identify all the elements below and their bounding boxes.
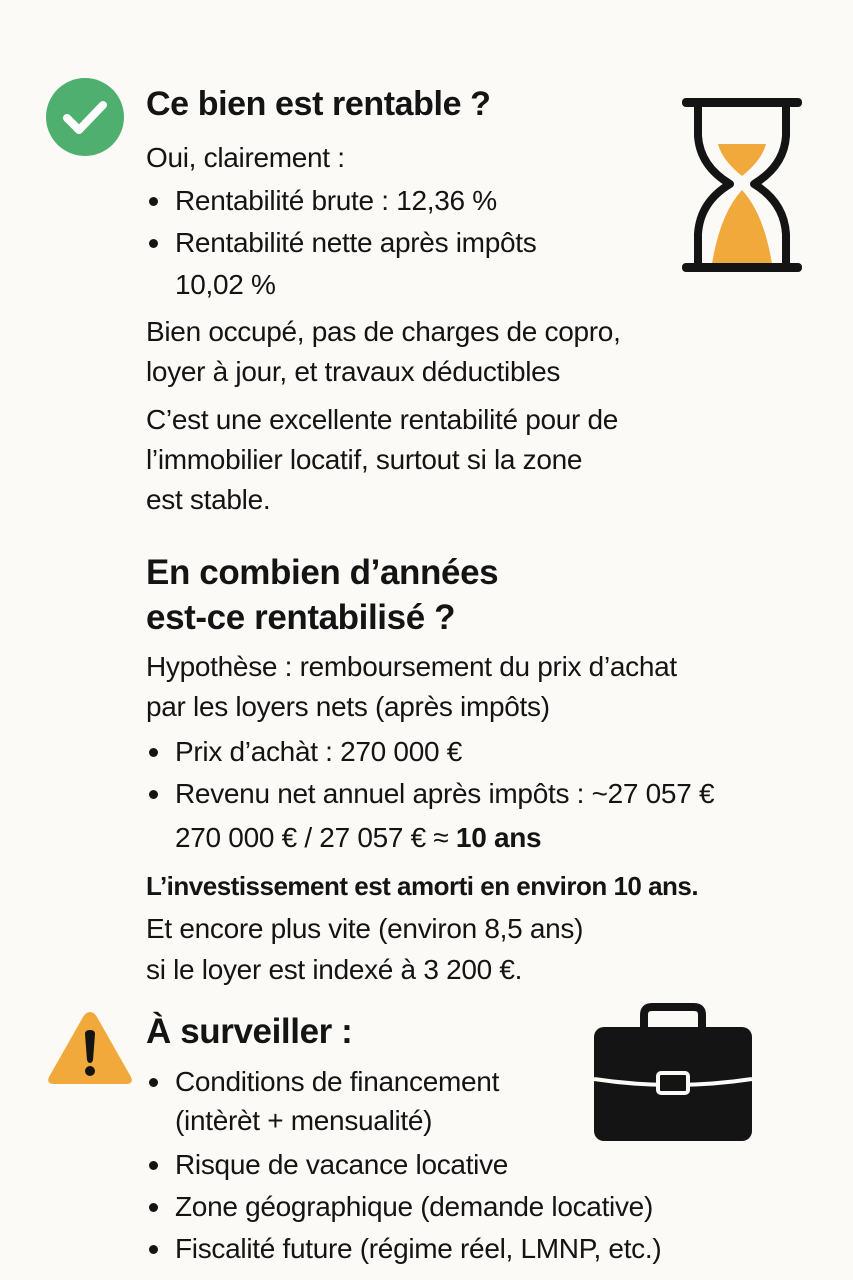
- calculation-text: 270 000 € / 27 057 € ≈: [175, 822, 456, 853]
- bullet2-value: 10,02 %: [175, 269, 276, 300]
- section3-title: À surveiller :: [146, 1012, 353, 1051]
- warning-icon: [45, 1006, 135, 1088]
- para2-line1: C’est une excellente rentabilité pour de: [146, 404, 619, 435]
- hypothesis-line1: Hypothèse : remboursement du prix d’achat: [146, 651, 677, 682]
- bullet-dot: [149, 790, 158, 799]
- check-circle-icon: [45, 77, 125, 157]
- para2-line3: est stable.: [146, 484, 271, 515]
- bullet-dot: [149, 239, 158, 248]
- list-item-text: Conditions de financement: [175, 1066, 500, 1097]
- bullet1-continuation: (intèrèt + mensualité): [175, 1105, 433, 1136]
- calculation-result: 10 ans: [455, 822, 542, 853]
- section1-title: Ce bien est rentable ?: [146, 85, 491, 123]
- briefcase-icon: [592, 1003, 754, 1143]
- list-item: [146, 731, 714, 773]
- para1-line2: loyer à jour, et travaux déductibles: [146, 356, 561, 387]
- list-item: [146, 1228, 661, 1270]
- list-item-text: Zone géographique (demande locative): [175, 1191, 653, 1222]
- section3-bullet-list: [146, 1061, 499, 1103]
- extra-line2: si le loyer est indexé à 3 200 €.: [146, 954, 523, 985]
- list-item: [146, 773, 714, 815]
- list-item-text: Rentabilité brute : 12,36 %: [175, 185, 497, 216]
- section3-bullet-list-rest: [146, 1144, 661, 1270]
- section2-title-line2: est-ce rentabilisé ?: [146, 598, 456, 637]
- list-item: [146, 1144, 661, 1186]
- list-item: [146, 222, 536, 264]
- list-item-text: Fiscalité future (régime réel, LMNP, etc.): [175, 1233, 662, 1264]
- bullet-dot: [149, 1161, 158, 1170]
- bullet-dot: [149, 748, 158, 757]
- list-item: [146, 1061, 499, 1103]
- list-item-text: Revenu net annuel après impôts : ~27 057 €: [175, 778, 715, 809]
- section1-answer: Oui, clairement :: [146, 142, 345, 173]
- bullet-dot: [149, 1203, 158, 1212]
- section2-title-line1: En combien d’années: [146, 553, 499, 592]
- section2-bullet-list: [146, 731, 714, 815]
- bullet-dot: [149, 1078, 158, 1087]
- para1-line1: Bien occupé, pas de charges de copro,: [146, 316, 621, 347]
- para2-line2: l’immobilier locatif, surtout si la zone: [146, 444, 583, 475]
- list-item-text: Prix d’achàt : 270 000 €: [175, 736, 462, 767]
- extra-line1: Et encore plus vite (environ 8,5 ans): [146, 913, 584, 944]
- hourglass-icon: [678, 94, 806, 276]
- section1-bullet-list: [146, 180, 536, 264]
- list-item-text: Rentabilité nette après impôts: [175, 227, 537, 258]
- list-item: [146, 1186, 661, 1228]
- list-item-text: Risque de vacance locative: [175, 1149, 509, 1180]
- conclusion: L’investissement est amorti en environ 10 ans.: [146, 871, 699, 901]
- bullet-dot: [149, 197, 158, 206]
- hypothesis-line2: par les loyers nets (après impôts): [146, 691, 550, 722]
- bullet-dot: [149, 1245, 158, 1254]
- calculation: [175, 818, 541, 858]
- list-item: [146, 180, 536, 222]
